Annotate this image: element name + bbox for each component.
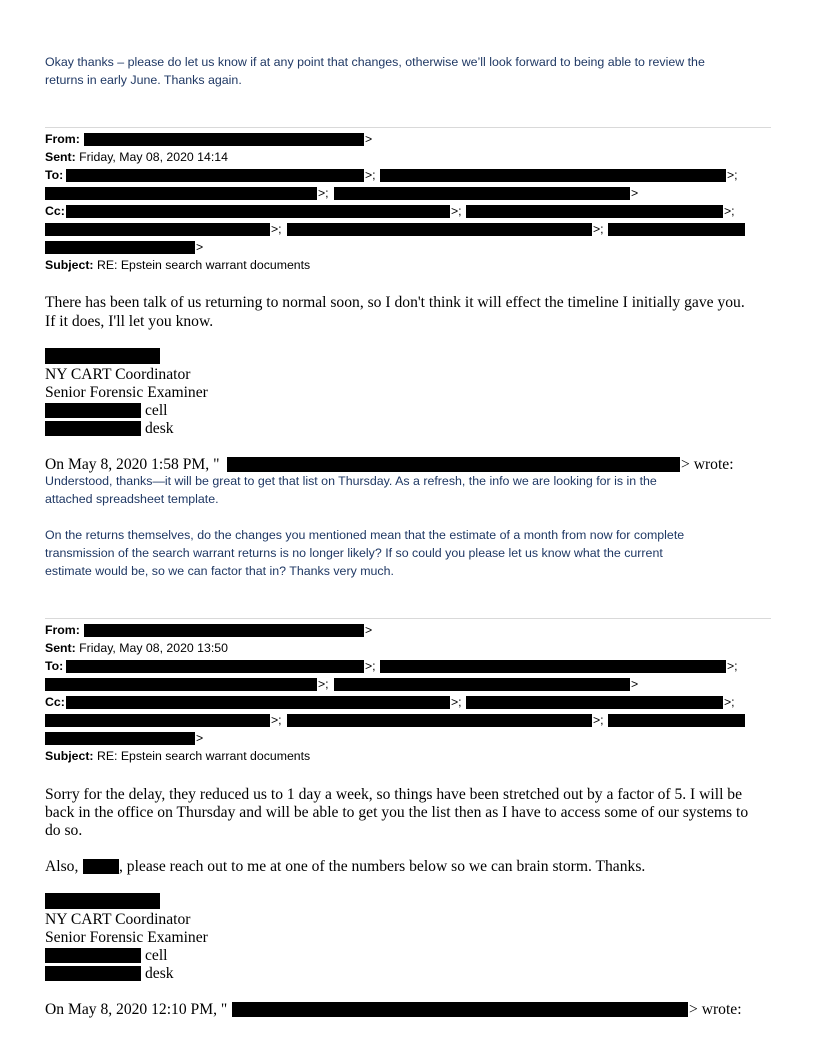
sep: >; (593, 222, 604, 236)
redaction (287, 714, 592, 727)
quote-attribution-prefix: On May 8, 2020 1:58 PM, " (45, 456, 220, 473)
redaction (227, 457, 680, 472)
header-divider-2 (45, 618, 771, 619)
redaction (45, 223, 270, 236)
subject-row: Subject: RE: Epstein search warrant documents (45, 258, 311, 272)
sep: >; (318, 677, 329, 691)
phone-redaction (45, 966, 141, 981)
redaction (608, 714, 745, 727)
subject-row: Subject: RE: Epstein search warrant documents (45, 749, 311, 763)
also-prefix: Also, (45, 858, 79, 875)
email-1-body-line-2: If it does, I'll let you know. (45, 313, 214, 330)
email-2-body-line-1: Sorry for the delay, they reduced us to 1 day a week, so things have been stretched out by a factor of 5. I will be (45, 786, 743, 803)
from-label: From: (45, 132, 80, 146)
sep: >; (727, 168, 738, 182)
reply-line-3: On the returns themselves, do the changes you mentioned mean that the estimate of a month from now for complete (45, 528, 685, 542)
signature-name-redaction (45, 893, 160, 909)
sep: >; (451, 204, 462, 218)
redaction (84, 133, 364, 146)
top-note-line-2: returns in early June. Thanks again. (45, 73, 242, 87)
quote-attribution-prefix: On May 8, 2020 12:10 PM, " (45, 1001, 228, 1018)
reply-line-1: Understood, thanks—it will be great to get that list on Thursday. As a refresh, the info we are looking for is in the (45, 474, 657, 488)
email-2-body-line-2: back in the office on Thursday and will be able to get you the list then as I have to access some of our systems to (45, 804, 749, 821)
redaction (45, 714, 270, 727)
also-suffix: , please reach out to me at one of the numbers below so we can brain storm. Thanks. (119, 858, 646, 875)
redaction (45, 732, 195, 745)
redaction (45, 241, 195, 254)
redaction (66, 169, 364, 182)
signature-desk: desk (145, 965, 174, 982)
email-1-body-line-1: There has been talk of us returning to normal soon, so I don't think it will effect the timeline I initially gave you. (45, 294, 745, 311)
sep: >; (271, 713, 282, 727)
sep: >; (593, 713, 604, 727)
redaction (380, 169, 726, 182)
reply-line-5: estimate would be, so we can factor that in? Thanks very much. (45, 564, 394, 578)
redaction (66, 660, 364, 673)
signature-title-2: Senior Forensic Examiner (45, 384, 208, 401)
signature-title-1: NY CART Coordinator (45, 366, 191, 383)
signature-title-2: Senior Forensic Examiner (45, 929, 208, 946)
from-label: From: (45, 623, 80, 637)
sent-row: Sent: Friday, May 08, 2020 14:14 (45, 150, 228, 164)
header-divider-1 (45, 127, 771, 128)
angle-close: > (196, 731, 204, 745)
email-2-body-line-3: do so. (45, 822, 83, 839)
redaction (84, 624, 364, 637)
sep: >; (365, 659, 376, 673)
redaction (466, 696, 723, 709)
phone-redaction (45, 421, 141, 436)
sep: >; (724, 204, 735, 218)
name-redaction (83, 859, 119, 874)
redaction (232, 1002, 688, 1017)
quote-attribution-suffix: > wrote: (689, 1001, 742, 1018)
angle-close: > (365, 623, 373, 637)
angle-close: > (365, 132, 373, 146)
angle-close: > (196, 240, 204, 254)
redaction (608, 223, 745, 236)
top-note-line-1: Okay thanks – please do let us know if at any point that changes, otherwise we’ll look forward to being able to review the (45, 55, 705, 69)
signature-name-redaction (45, 348, 160, 364)
phone-redaction (45, 403, 141, 418)
redaction (66, 205, 450, 218)
sep: >; (727, 659, 738, 673)
to-label: To: (45, 168, 64, 182)
redaction (45, 678, 317, 691)
signature-title-1: NY CART Coordinator (45, 911, 191, 928)
sep: >; (271, 222, 282, 236)
signature-desk: desk (145, 420, 174, 437)
redaction (287, 223, 592, 236)
redaction (334, 187, 630, 200)
quote-attribution-suffix: > wrote: (681, 456, 734, 473)
reply-line-4: transmission of the search warrant returns is no longer likely? If so could you please let us know what the current (45, 546, 663, 560)
sep: >; (451, 695, 462, 709)
redaction (466, 205, 723, 218)
to-label: To: (45, 659, 64, 673)
cc-label: Cc: (45, 695, 65, 709)
redaction (66, 696, 450, 709)
sent-row: Sent: Friday, May 08, 2020 13:50 (45, 641, 228, 655)
angle-close: > (631, 186, 639, 200)
sep: >; (318, 186, 329, 200)
sep: >; (724, 695, 735, 709)
signature-cell: cell (145, 947, 168, 964)
phone-redaction (45, 948, 141, 963)
redaction (380, 660, 726, 673)
signature-cell: cell (145, 402, 168, 419)
redaction (45, 187, 317, 200)
redaction (334, 678, 630, 691)
reply-line-2: attached spreadsheet template. (45, 492, 219, 506)
angle-close: > (631, 677, 639, 691)
cc-label: Cc: (45, 204, 65, 218)
sep: >; (365, 168, 376, 182)
